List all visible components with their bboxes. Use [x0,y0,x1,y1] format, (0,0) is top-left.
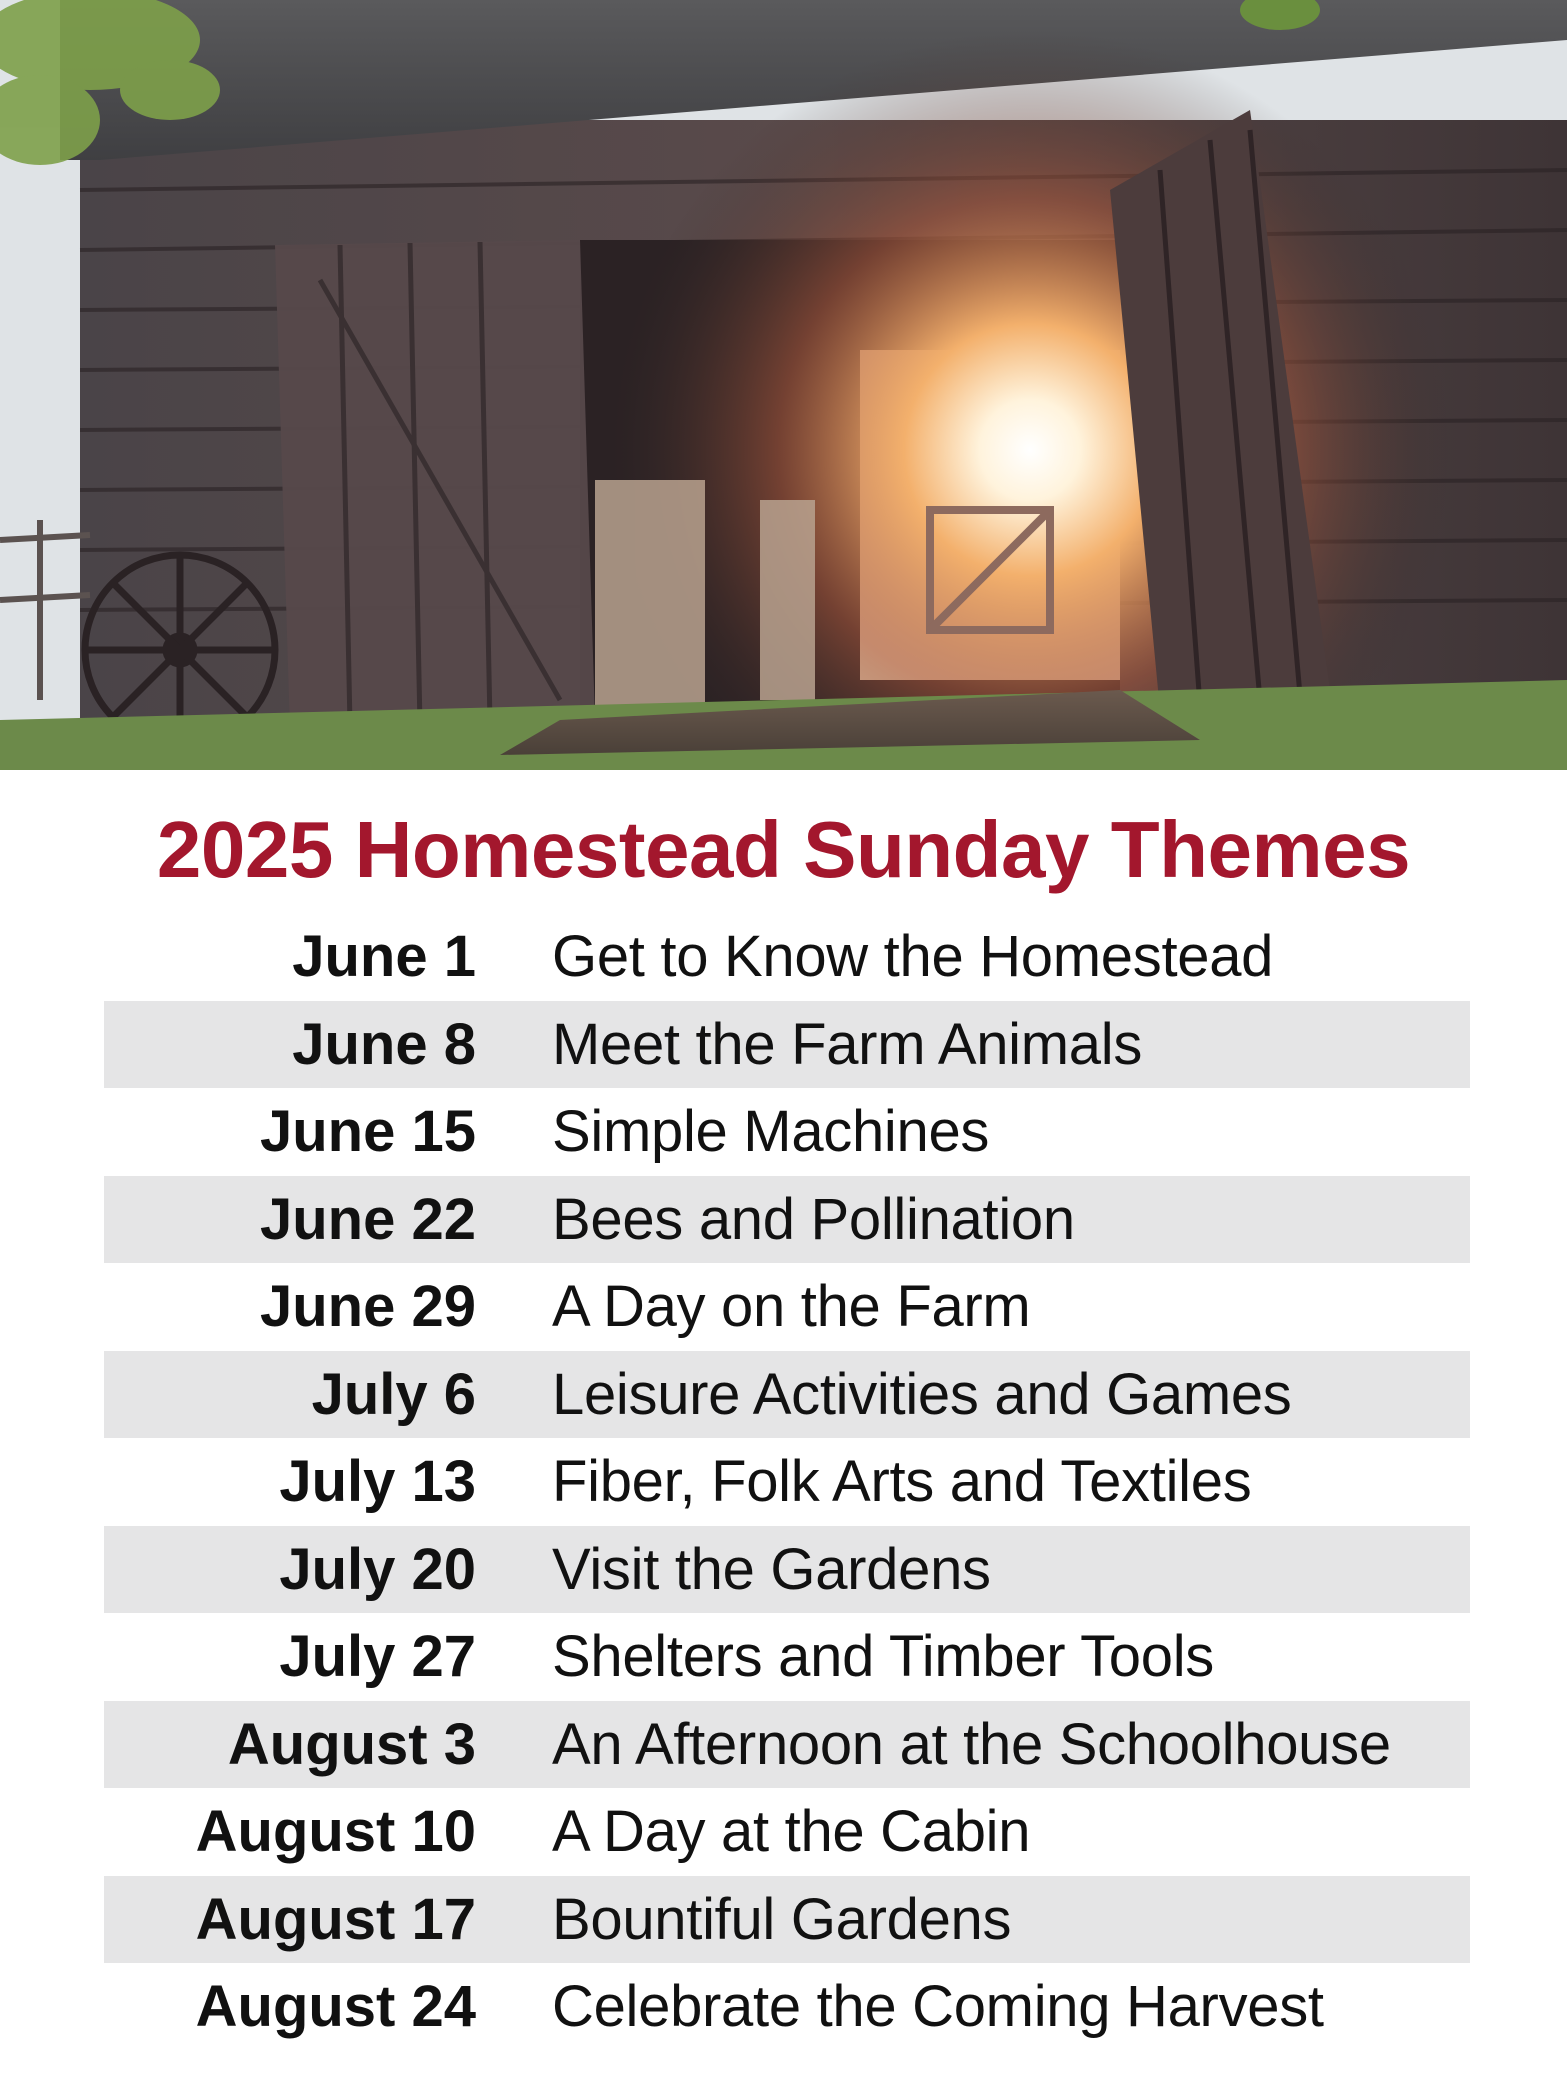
schedule-theme: An Afternoon at the Schoolhouse [552,1711,1391,1777]
schedule-theme: Simple Machines [552,1099,990,1165]
schedule-theme: Fiber, Folk Arts and Textiles [552,1449,1252,1515]
schedule-date: June 15 [260,1099,476,1165]
schedule-date: July 20 [279,1536,476,1602]
schedule-date: June 22 [260,1186,476,1252]
schedule-date: July 13 [279,1449,476,1515]
schedule-row [104,1701,1470,1789]
schedule-theme: A Day on the Farm [552,1274,1031,1340]
schedule-row [104,1001,1470,1089]
schedule-row [104,913,1470,1001]
schedule-row [104,1526,1470,1614]
schedule-date: June 8 [292,1011,476,1077]
schedule-theme: Get to Know the Homestead [552,924,1274,990]
schedule-row [104,1176,1470,1264]
schedule-theme: A Day at the Cabin [552,1799,1031,1865]
schedule-row [104,1788,1470,1876]
schedule-theme: Meet the Farm Animals [552,1011,1143,1077]
schedule-date: August 24 [195,1974,476,2040]
schedule-row [104,1438,1470,1526]
schedule-row [104,1963,1470,2051]
schedule-theme: Bountiful Gardens [552,1886,1012,1952]
schedule-row [104,1876,1470,1964]
barn-photo [0,0,1567,770]
schedule-date: August 17 [195,1886,476,1952]
theme-schedule [104,913,1470,2051]
schedule-row [104,1613,1470,1701]
schedule-theme: Shelters and Timber Tools [552,1624,1214,1690]
schedule-row [104,1351,1470,1439]
schedule-row [104,1263,1470,1351]
page-title: 2025 Homestead Sunday Themes [156,805,1411,894]
schedule-date: August 3 [227,1711,476,1777]
schedule-row [104,1088,1470,1176]
schedule-theme: Leisure Activities and Games [552,1361,1292,1427]
schedule-date: June 29 [260,1274,476,1340]
schedule-theme: Celebrate the Coming Harvest [552,1974,1324,2040]
schedule-date: July 6 [311,1361,476,1427]
schedule-date: June 1 [292,924,476,990]
schedule-theme: Visit the Gardens [552,1536,991,1602]
schedule-theme: Bees and Pollination [552,1186,1075,1252]
schedule-date: July 27 [279,1624,476,1690]
schedule-date: August 10 [195,1799,476,1865]
